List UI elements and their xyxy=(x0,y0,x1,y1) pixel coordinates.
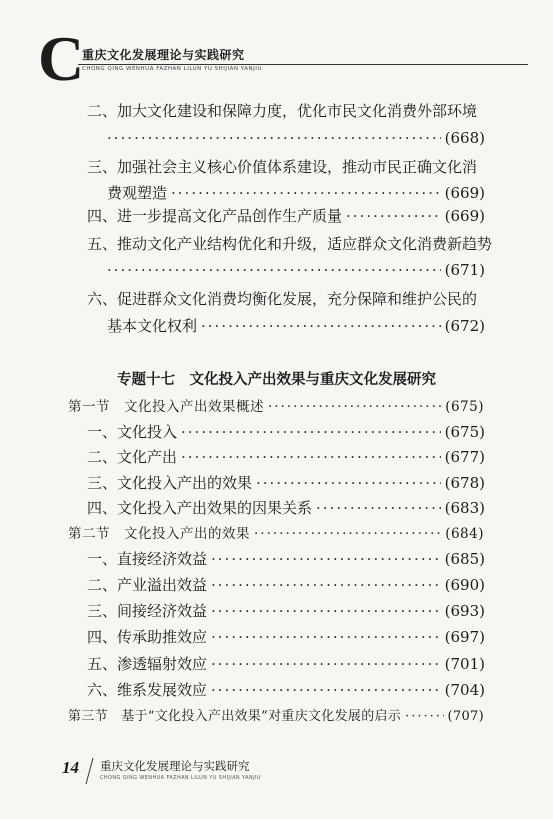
running-header xyxy=(38,23,528,94)
toc-entry: 四、文化投入产出效果的因果关系 ····· (683) xyxy=(87,497,485,519)
toc-entry: 三、间接经济效益 ····· (693) xyxy=(87,600,485,622)
toc-entry: 三、加强社会主义核心价值体系建设，推动市民正确文化消 费观塑造 ····· (669) xyxy=(87,156,485,204)
header-initial: C xyxy=(38,23,85,94)
toc-entry: 一、文化投入 ····· (675) xyxy=(87,421,485,443)
toc-entry: 六、促进群众文化消费均衡化发展，充分保障和维护公民的 基本文化权利 ····· (672) xyxy=(87,288,485,337)
toc-entry: 一、直接经济效益 ····· (685) xyxy=(87,548,485,570)
toc-section: 第三节 基于“文化投入产出效果”对重庆文化发展的启示 ····· (707) xyxy=(68,706,484,728)
toc-page: (672) xyxy=(444,317,485,335)
running-footer xyxy=(62,758,522,786)
page-number: 14 xyxy=(62,758,79,777)
toc-page: (684) xyxy=(445,526,484,542)
toc-page: (678) xyxy=(444,474,485,492)
toc-entry: 五、推动文化产业结构优化和升级，适应群众文化消费新趋势 ····· (671) xyxy=(87,233,485,281)
toc-page: (677) xyxy=(444,448,485,466)
topic-heading: 专题十七 文化投入产出效果与重庆文化发展研究 xyxy=(117,372,436,388)
toc-page: (704) xyxy=(444,681,485,699)
toc-entry: 四、传承助推效应 ····· (697) xyxy=(87,626,485,648)
toc-page: (683) xyxy=(444,499,485,517)
toc-page: (671) xyxy=(444,261,485,279)
toc-entry: 二、加大文化建设和保障力度，优化市民文化消费外部环境 ····· (668) xyxy=(87,100,485,149)
toc-page: (685) xyxy=(444,550,485,568)
toc-entry: 三、文化投入产出的效果 ····· (678) xyxy=(87,472,485,494)
toc-entry: 五、渗透辐射效应 ····· (701) xyxy=(87,653,485,675)
toc-entry: 六、维系发展效应 ····· (704) xyxy=(87,679,485,701)
toc-page: (669) xyxy=(444,184,485,202)
toc-page: (707) xyxy=(447,709,484,724)
toc-section: 第二节 文化投入产出的效果 ····· (684) xyxy=(68,523,484,545)
toc-page: (693) xyxy=(444,602,485,620)
toc-page: (697) xyxy=(444,628,485,646)
toc-entry: 四、进一步提高文化产品创作生产质量 ····· (669) xyxy=(87,205,485,227)
header-title: 重庆文化发展理论与实践研究 xyxy=(82,48,245,62)
toc-page: (690) xyxy=(444,576,485,594)
toc-entry: 二、产业溢出效益 ····· (690) xyxy=(87,574,485,596)
footer-divider xyxy=(86,758,94,784)
toc-entry: 二、文化产出 ····· (677) xyxy=(87,446,485,468)
toc-section: 第一节 文化投入产出效果概述 ····· (675) xyxy=(68,396,484,418)
toc-page: (669) xyxy=(444,207,485,225)
toc-page: (701) xyxy=(444,655,485,673)
header-subtitle: CHONG QING WENHUA FAZHAN LILUN YU SHIJIAN YANJIU xyxy=(82,66,262,72)
footer-subtitle: CHONG QING WENHUA FAZHAN LILUN YU SHIJIAN YANJIU xyxy=(100,775,261,781)
footer-title: 重庆文化发展理论与实践研究 xyxy=(100,759,250,773)
toc-page: (675) xyxy=(445,399,484,415)
toc-page: (668) xyxy=(444,129,485,147)
header-rule xyxy=(78,64,528,65)
toc-page: (675) xyxy=(444,423,485,441)
